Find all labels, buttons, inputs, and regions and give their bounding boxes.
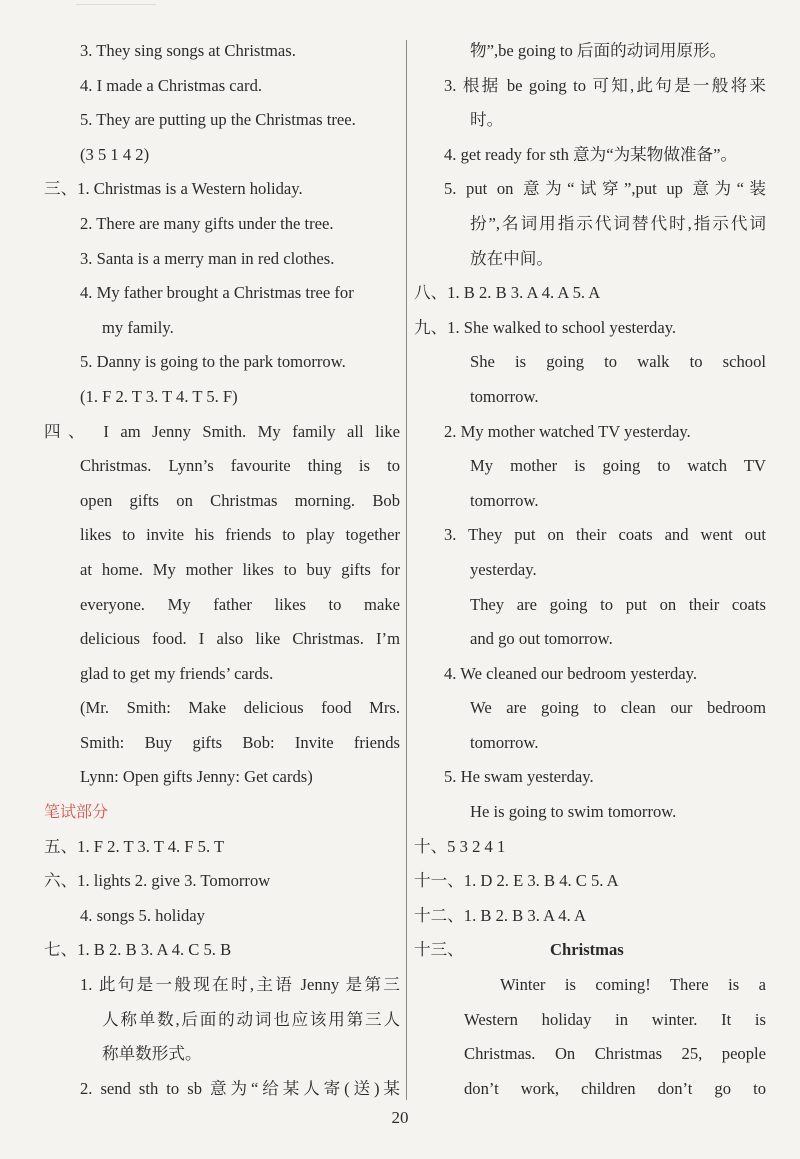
left-line: glad to get my friends’ cards. xyxy=(80,663,274,683)
right-line: 2. My mother watched TV yesterday. xyxy=(444,421,691,441)
left-line: 2. There are many gifts under the tree. xyxy=(80,213,334,233)
right-line: 物”,be going to 后面的动词用原形。 xyxy=(470,41,727,60)
left-line: 人称单数,后面的动词也应该用第三人 xyxy=(102,1009,400,1029)
left-line: my family. xyxy=(102,317,174,337)
left-line: 5. They are putting up the Christmas tree. xyxy=(80,110,356,130)
left-line: 称单数形式。 xyxy=(102,1044,202,1064)
page-number: 20 xyxy=(391,1108,409,1127)
left-line: 3. They sing songs at Christmas. xyxy=(80,41,296,60)
left-line: Christmas. Lynn’s favourite thing is to xyxy=(80,456,400,476)
left-line: (1. F 2. T 3. T 4. T 5. F) xyxy=(80,386,238,406)
right-line: 3. They put on their coats and went out xyxy=(444,525,766,545)
right-line: 八、1. B 2. B 3. A 4. A 5. A xyxy=(414,283,601,303)
right-line: tomorrow. xyxy=(470,386,539,406)
left-line: at home. My mother likes to buy gifts for xyxy=(80,559,400,579)
section-label: 十三、 xyxy=(414,940,464,960)
left-line: 七、1. B 2. B 3. A 4. C 5. B xyxy=(44,940,232,960)
right-line: Christmas. On Christmas 25, people xyxy=(464,1044,766,1064)
left-line: 4. My father brought a Christmas tree for xyxy=(80,283,354,303)
left-line: 5. Danny is going to the park tomorrow. xyxy=(80,352,346,372)
left-line: 2. send sth to sb 意为“给某人寄(送)某 xyxy=(80,1078,400,1098)
right-line: 九、1. She walked to school yesterday. xyxy=(414,317,677,337)
left-line: Smith: Buy gifts Bob: Invite friends xyxy=(80,732,400,752)
left-line: open gifts on Christmas morning. Bob xyxy=(80,490,400,510)
column-divider xyxy=(406,40,407,1100)
left-line: 四、 I am Jenny Smith. My family all like xyxy=(44,421,400,441)
left-line: likes to invite his friends to play together xyxy=(80,525,400,545)
right-line: 十二、1. B 2. B 3. A 4. A xyxy=(414,905,586,925)
left-line: everyone. My father likes to make xyxy=(80,594,400,614)
right-line: 5. put on 意为“试穿”,put up 意为“装 xyxy=(444,179,766,199)
left-line: 笔试部分 xyxy=(44,802,109,822)
right-line: 放在中间。 xyxy=(470,248,553,268)
left-line: 4. songs 5. holiday xyxy=(80,905,205,925)
left-line: delicious food. I also like Christmas. I’m xyxy=(80,629,400,649)
right-line xyxy=(414,933,766,968)
right-line: 扮”,名词用指示代词替代时,指示代词 xyxy=(470,213,766,233)
left-line: (Mr. Smith: Make delicious food Mrs. xyxy=(80,698,400,718)
scan-mark xyxy=(76,0,156,5)
right-line: They are going to put on their coats xyxy=(470,594,766,614)
right-line: don’t work, children don’t go to xyxy=(464,1078,766,1098)
right-line: Winter is coming! There is a xyxy=(500,975,766,995)
right-line: Western holiday in winter. It is xyxy=(464,1009,766,1029)
right-line: 5. He swam yesterday. xyxy=(444,767,594,787)
right-line: 3. 根据 be going to 可知,此句是一般将来 xyxy=(444,75,766,95)
right-line: tomorrow. xyxy=(470,732,539,752)
right-line: 4. We cleaned our bedroom yesterday. xyxy=(444,663,698,683)
left-line: 三、1. Christmas is a Western holiday. xyxy=(44,179,303,199)
left-line: 1. 此句是一般现在时,主语 Jenny 是第三 xyxy=(80,975,400,995)
right-line: She is going to walk to school xyxy=(470,352,766,372)
right-line: He is going to swim tomorrow. xyxy=(470,802,677,822)
right-line: 时。 xyxy=(470,110,504,130)
left-column xyxy=(44,34,400,1106)
left-line: 4. I made a Christmas card. xyxy=(80,75,263,95)
left-line: 六、1. lights 2. give 3. Tomorrow xyxy=(44,871,271,891)
right-line: 4. get ready for sth 意为“为某物做准备”。 xyxy=(444,144,738,164)
right-line: tomorrow. xyxy=(470,490,539,510)
right-column xyxy=(414,34,766,1106)
right-line: 十一、1. D 2. E 3. B 4. C 5. A xyxy=(414,871,619,891)
right-line: We are going to clean our bedroom xyxy=(470,698,766,718)
left-line: 3. Santa is a merry man in red clothes. xyxy=(80,248,335,268)
right-line: and go out tomorrow. xyxy=(470,629,613,649)
right-line: My mother is going to watch TV xyxy=(470,456,766,476)
right-line: 十、5 3 2 4 1 xyxy=(414,836,506,856)
left-line: Lynn: Open gifts Jenny: Get cards) xyxy=(80,767,313,787)
right-line: yesterday. xyxy=(470,559,537,579)
left-line: 五、1. F 2. T 3. T 4. F 5. T xyxy=(44,836,225,856)
essay-title: Christmas xyxy=(550,940,624,960)
left-line: (3 5 1 4 2) xyxy=(80,144,150,164)
